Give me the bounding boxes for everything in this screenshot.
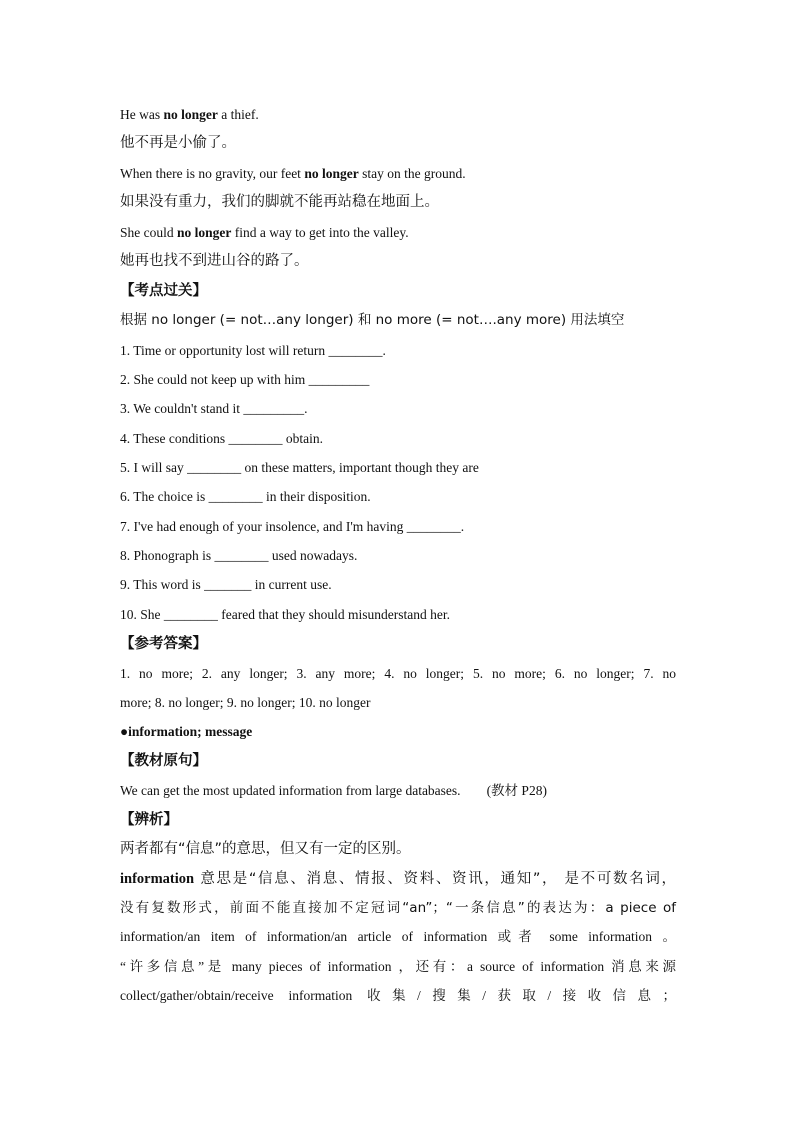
example-translation-1: 他不再是小偷了。 — [120, 135, 236, 151]
example-sentence-3: She could no longer find a way to get into the valley. — [120, 225, 409, 240]
answers-line-2: more; 8. no longer; 9. no longer; 10. no longer — [120, 695, 371, 710]
exercise-item: 6. The choice is ________ in their disposition. — [120, 489, 371, 504]
analysis-line-5: collect/gather/obtain/receive information 收集/搜集/获取/接收信息； — [120, 988, 676, 1003]
exercise-instruction: 根据 no longer (= not…any longer) 和 no more (= not….any more) 用法填空 — [120, 312, 625, 328]
analysis-line-4: “许多信息”是 many pieces of information ，还有：a source of information 消息来源 — [120, 959, 676, 974]
analysis-intro: 两者都有“信息”的意思，但又有一定的区别。 — [120, 841, 411, 857]
example-translation-3: 她再也找不到进山谷的路了。 — [120, 253, 309, 269]
analysis-line-1: information 意思是“信息、消息、情报、资料、资讯，通知”， 是不可数名词， — [120, 871, 676, 887]
section-heading-answers: 【参考答案】 — [120, 636, 207, 652]
exercise-item: 3. We couldn't stand it _________. — [120, 401, 308, 416]
exercise-item: 1. Time or opportunity lost will return ________. — [120, 343, 386, 358]
bullet-icon: ● — [120, 724, 129, 739]
analysis-line-2: 没有复数形式，前面不能直接加不定冠词“an”；“一条信息”的表达为：a piece of — [120, 900, 676, 916]
topic-title: ●information; message — [120, 724, 253, 739]
source-sentence: We can get the most updated information from large databases. (教材 P28) — [120, 783, 547, 798]
exercise-item: 10. She ________ feared that they should misunderstand her. — [120, 607, 450, 622]
answers-line-1: 1. no more; 2. any longer; 3. any more; 4. no longer; 5. no more; 6. no longer; 7. no — [120, 666, 676, 681]
exercise-item: 5. I will say ________ on these matters, important though they are — [120, 460, 479, 475]
exercise-item: 2. She could not keep up with him _________ — [120, 372, 370, 387]
section-heading-source: 【教材原句】 — [120, 753, 207, 769]
example-sentence-2: When there is no gravity, our feet no longer stay on the ground. — [120, 166, 466, 181]
section-heading-analysis: 【辨析】 — [120, 812, 178, 828]
example-sentence-1: He was no longer a thief. — [120, 107, 259, 122]
example-translation-2: 如果没有重力，我们的脚就不能再站稳在地面上。 — [120, 194, 439, 210]
exercise-item: 7. I've had enough of your insolence, and I'm having ________. — [120, 519, 465, 534]
analysis-line-3: information/an item of information/an article of information 或者 some information 。 — [120, 929, 676, 944]
exercise-item: 9. This word is _______ in current use. — [120, 577, 332, 592]
section-heading-exercise: 【考点过关】 — [120, 283, 207, 299]
exercise-item: 4. These conditions ________ obtain. — [120, 431, 323, 446]
exercise-item: 8. Phonograph is ________ used nowadays. — [120, 548, 358, 563]
